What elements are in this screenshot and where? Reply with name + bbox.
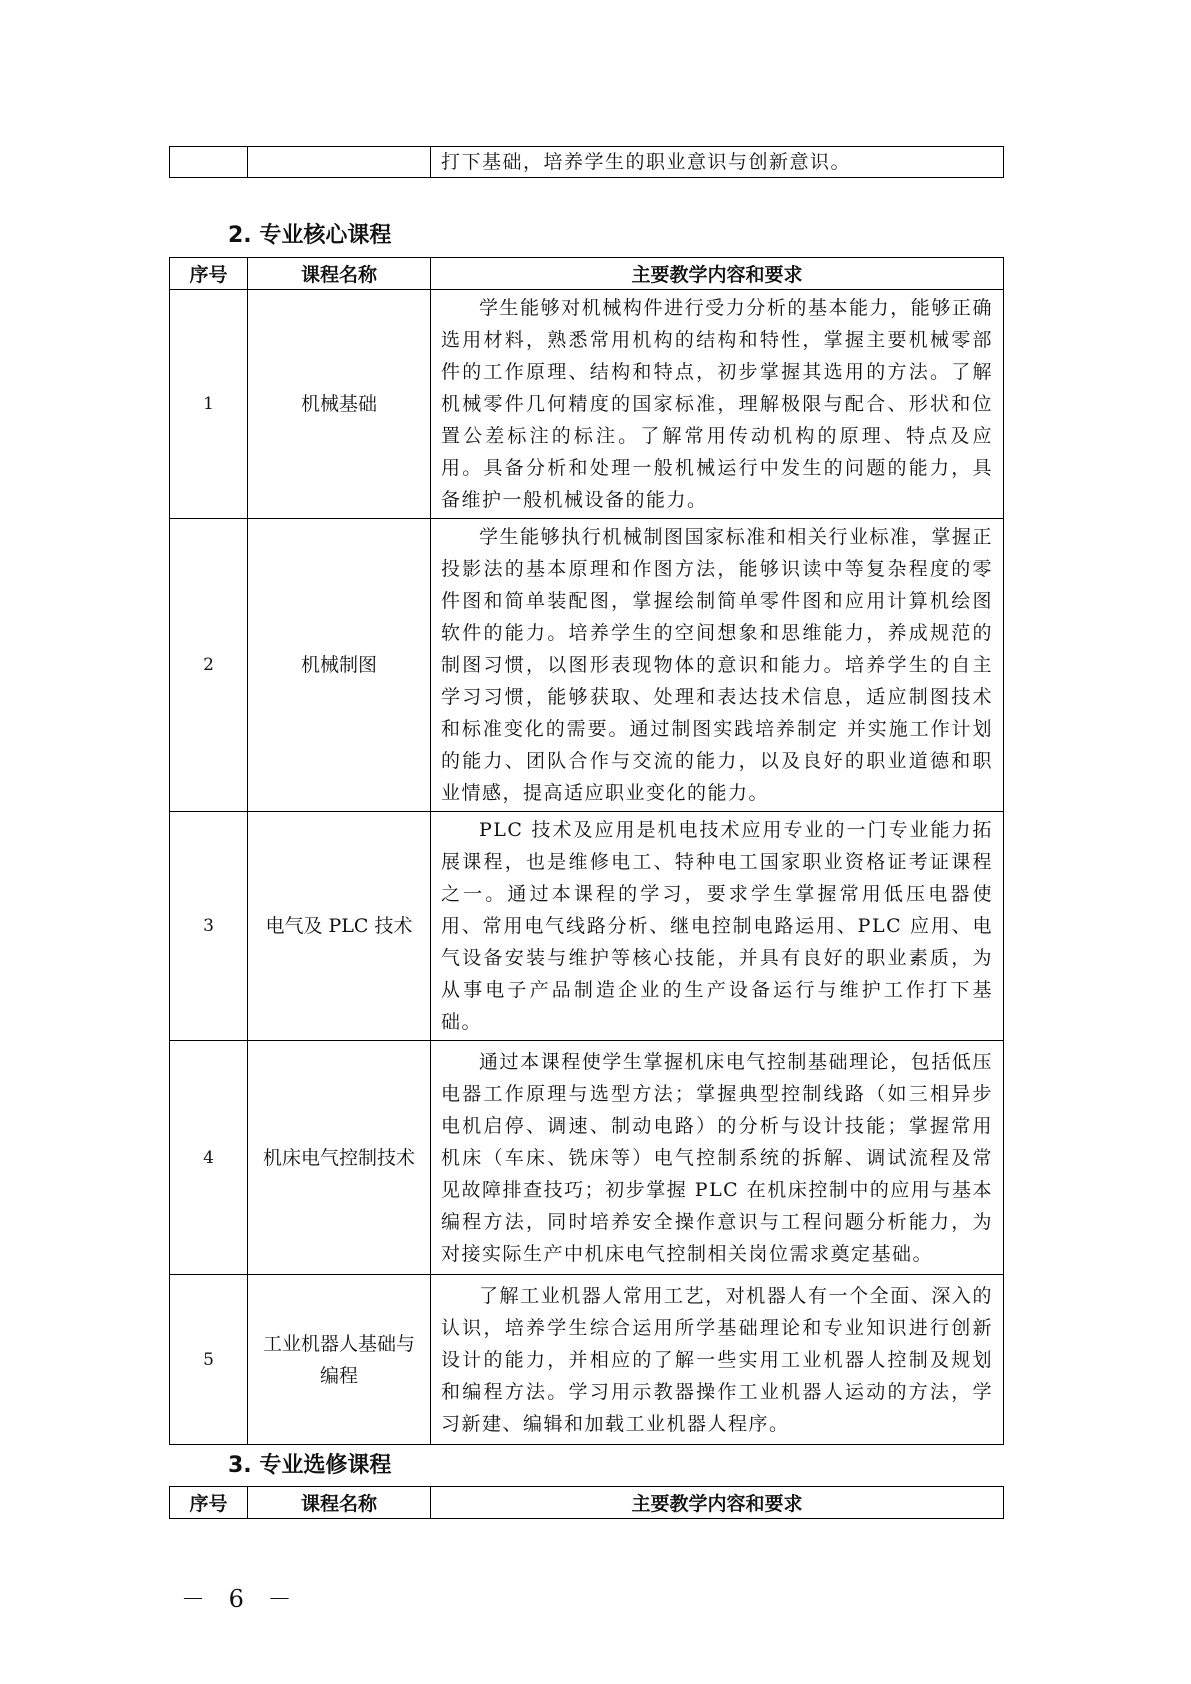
table-row	[170, 812, 1004, 1041]
row-name: 机械制图	[248, 519, 431, 812]
row-num: 3	[170, 812, 248, 1041]
row-name: 工业机器人基础与编程	[248, 1275, 431, 1445]
table-row	[170, 1275, 1004, 1445]
table-row	[170, 147, 1004, 178]
desc-text: PLC 技术及应用是机电技术应用专业的一门专业能力拓展课程，也是维修电工、特种电工国家职业资格证考证课程之一。通过本课程的学习，要求学生掌握常用低压电器使用、常用电气线路分析、继电控制电路运用、PLC 应用、电气设备安装与维护等核心技能，并具有良好的职业素质，为从事电子产品制造企业的生产设备运行与维护工作打下基础。	[441, 819, 993, 1033]
row-name: 电气及 PLC 技术	[248, 812, 431, 1041]
table-row	[170, 1041, 1004, 1275]
row-desc	[431, 290, 1004, 519]
section-title: 3. 专业选修课程	[228, 1453, 392, 1478]
table-row	[170, 290, 1004, 519]
row-num: 5	[170, 1275, 248, 1445]
num-cell	[170, 147, 248, 178]
header-num: 序号	[170, 258, 248, 290]
row-num: 4	[170, 1041, 248, 1275]
table-header	[170, 1487, 1004, 1519]
row-desc	[431, 1275, 1004, 1445]
desc-cell	[431, 147, 1004, 178]
section-title: 2. 专业核心课程	[228, 223, 392, 248]
page-number: － 6 －	[181, 1585, 300, 1613]
desc-text: 打下基础，培养学生的职业意识与创新意识。	[441, 151, 852, 173]
header-num: 序号	[170, 1487, 248, 1519]
table-row	[170, 519, 1004, 812]
desc-text: 学生能够对机械构件进行受力分析的基本能力，能够正确选用材料，熟悉常用机构的结构和特性，掌握主要机械零部件的工作原理、结构和特点，初步掌握其选用的方法。了解机械零件几何精度的国家标准，理解极限与配合、形状和位置公差标注的标注。了解常用传动机构的原理、特点及应用。具备分析和处理一般机械运行中发生的问题的能力，具备维护一般机械设备的能力。	[441, 297, 993, 511]
header-desc: 主要教学内容和要求	[431, 1487, 1004, 1519]
name-cell	[248, 147, 431, 178]
row-name: 机械基础	[248, 290, 431, 519]
elective-courses-table	[169, 1486, 1004, 1519]
row-desc	[431, 1041, 1004, 1275]
row-name: 机床电气控制技术	[248, 1041, 431, 1275]
header-name: 课程名称	[248, 258, 431, 290]
row-desc	[431, 812, 1004, 1041]
header-desc: 主要教学内容和要求	[431, 258, 1004, 290]
continuation-table	[169, 146, 1004, 178]
table-header	[170, 258, 1004, 290]
core-courses-table	[169, 257, 1004, 1445]
row-num: 1	[170, 290, 248, 519]
desc-text: 通过本课程使学生掌握机床电气控制基础理论，包括低压电器工作原理与选型方法；掌握典型控制线路（如三相异步电机启停、调速、制动电路）的分析与设计技能；掌握常用机床（车床、铣床等）电气控制系统的拆解、调试流程及常见故障排查技巧；初步掌握 PLC 在机床控制中的应用与基本编程方法，同时培养安全操作意识与工程问题分析能力，为对接实际生产中机床电气控制相关岗位需求奠定基础。	[441, 1050, 993, 1265]
row-desc	[431, 519, 1004, 812]
row-num: 2	[170, 519, 248, 812]
desc-text: 学生能够执行机械制图国家标准和相关行业标准，掌握正投影法的基本原理和作图方法，能够识读中等复杂程度的零件图和简单装配图，掌握绘制简单零件图和应用计算机绘图软件的能力。培养学生的空间想象和思维能力，养成规范的制图习惯，以图形表现物体的意识和能力。培养学生的自主学习习惯，能够获取、处理和表达技术信息，适应制图技术和标准变化的需要。通过制图实践培养制定 并实施工作计划的能力、团队合作与交流的能力，以及良好的职业道德和职业情感，提高适应职业变化的能力。	[441, 526, 993, 804]
desc-text: 了解工业机器人常用工艺，对机器人有一个全面、深入的认识，培养学生综合运用所学基础理论和专业知识进行创新设计的能力，并相应的了解一些实用工业机器人控制及规划和编程方法。学习用示教器操作工业机器人运动的方法，学习新建、编辑和加载工业机器人程序。	[441, 1284, 993, 1435]
header-name: 课程名称	[248, 1487, 431, 1519]
